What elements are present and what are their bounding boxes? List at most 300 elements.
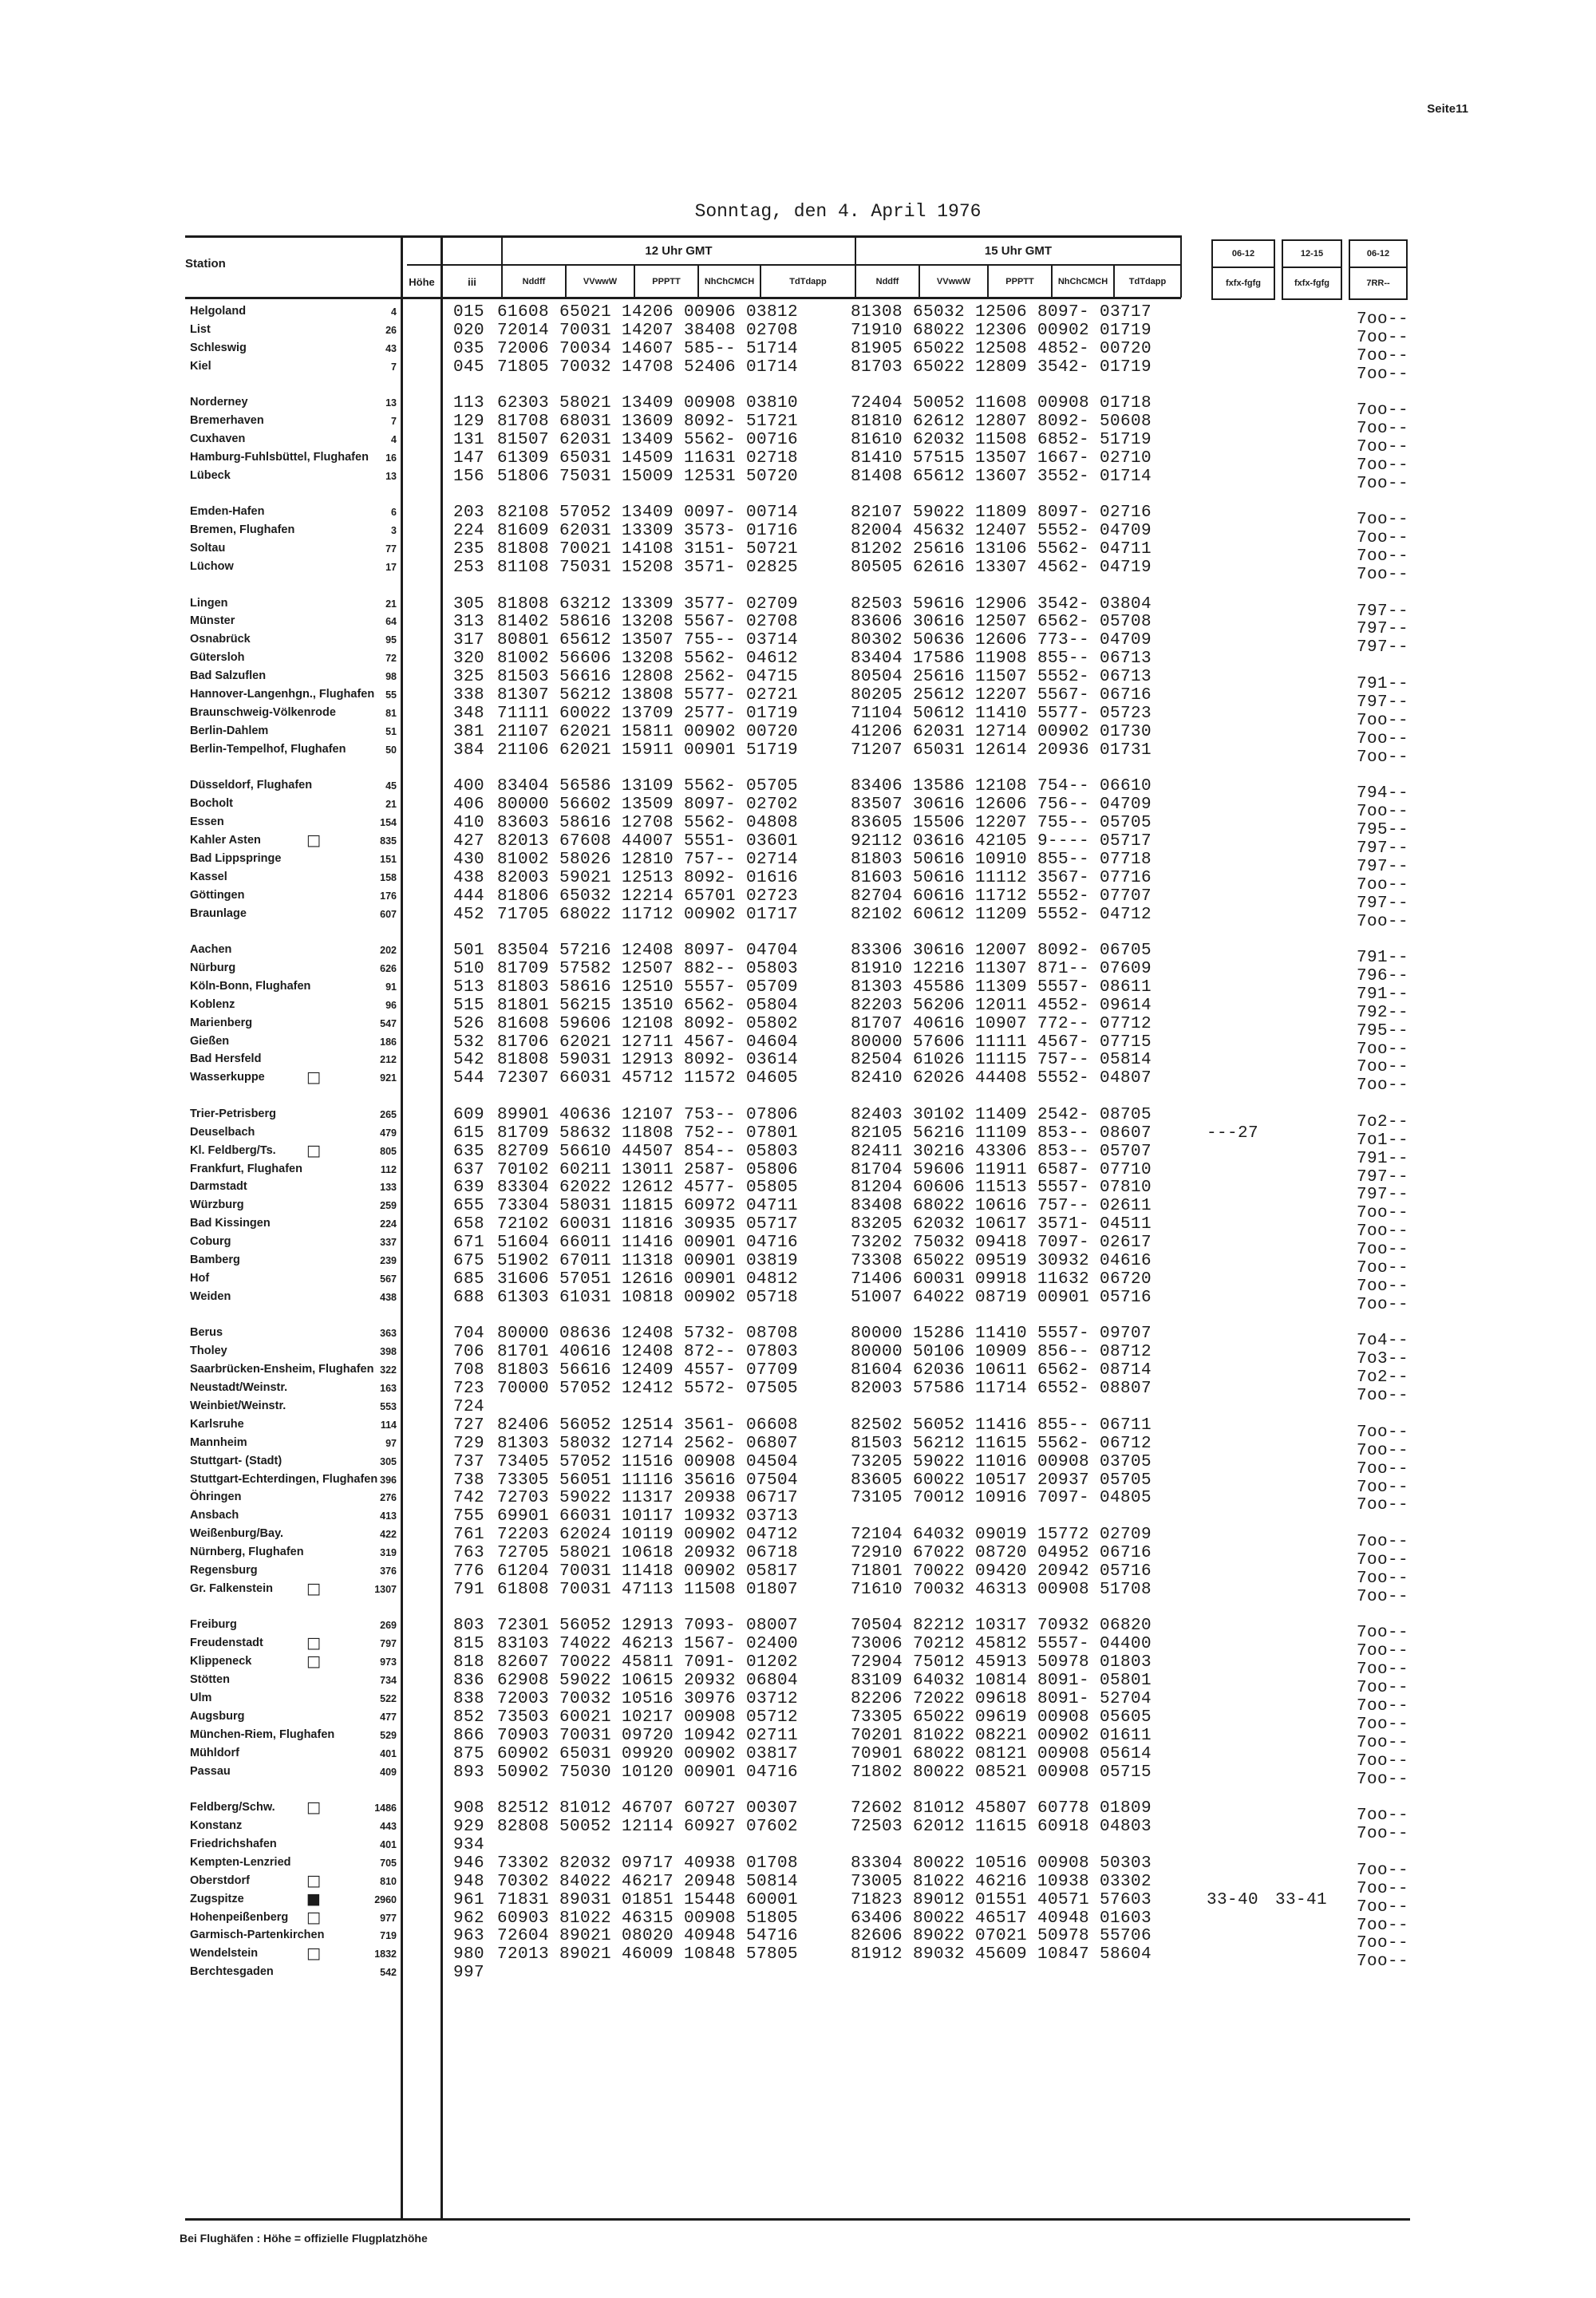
- station-name: Soltau: [190, 542, 226, 555]
- obs-12utc: 61303 61031 10818 00902 05718: [497, 1288, 799, 1307]
- obs-12utc: 81803 58616 12510 5557- 05709: [497, 977, 799, 997]
- precip-06-12: 7oo--: [1357, 1697, 1409, 1716]
- station-height: 398: [380, 1346, 397, 1358]
- station-iii: 313: [453, 613, 485, 632]
- precip-06-12: 7oo--: [1357, 566, 1409, 584]
- station-name: Kiel: [190, 359, 211, 373]
- precip-06-12: 7oo--: [1357, 1277, 1409, 1296]
- obs-12utc: 51604 66011 11416 00901 04716: [497, 1234, 799, 1253]
- precip-06-12: 7oo--: [1357, 1679, 1409, 1698]
- extra-col-1-top: 06-12: [1231, 249, 1255, 259]
- obs-15utc: 82411 30216 43306 853-- 05707: [851, 1142, 1152, 1161]
- station-name: Münster: [190, 614, 235, 628]
- station-iii: 325: [453, 668, 485, 687]
- station-name: Köln-Bonn, Flughafen: [190, 979, 311, 993]
- precip-06-12: 7oo--: [1357, 1387, 1409, 1405]
- obs-15utc: 81604 62036 10611 6562- 08714: [851, 1361, 1152, 1380]
- station-iii: 836: [453, 1672, 485, 1691]
- col12-nddff: Nddff: [522, 277, 546, 286]
- obs-15utc: 72904 75012 45913 50978 01803: [851, 1653, 1152, 1672]
- precip-06-12: 7oo--: [1357, 1715, 1409, 1734]
- station-height: 4: [391, 306, 397, 318]
- station-height: 921: [380, 1072, 397, 1084]
- station-iii: 348: [453, 704, 485, 723]
- station-iii: 655: [453, 1197, 485, 1216]
- station-height: 376: [380, 1566, 397, 1577]
- station-iii: 962: [453, 1909, 485, 1928]
- station-name: Wasserkuppe: [190, 1071, 265, 1084]
- station-iii: 761: [453, 1526, 485, 1545]
- station-height: 265: [380, 1108, 397, 1120]
- station-header: Station: [185, 256, 226, 270]
- obs-15utc: 83306 30616 12007 8092- 06705: [851, 942, 1152, 960]
- precip-06-12: 7oo--: [1357, 1459, 1409, 1479]
- obs-12utc: 82607 70022 45811 7091- 01202: [497, 1653, 799, 1672]
- station-height: 977: [380, 1912, 397, 1924]
- station-name: Öhringen: [190, 1491, 242, 1504]
- station-height: 259: [380, 1200, 397, 1212]
- obs-15utc: 80504 25616 11507 5552- 06713: [851, 668, 1152, 687]
- observation-symbol: □: [306, 1945, 321, 1963]
- station-name: Essen: [190, 815, 224, 828]
- precip-06-12: 7oo--: [1357, 1058, 1409, 1077]
- precip-06-12: 7oo--: [1357, 547, 1409, 567]
- precip-06-12: 797--: [1357, 693, 1409, 712]
- station-name: Ulm: [190, 1692, 212, 1704]
- station-height: 705: [380, 1857, 397, 1869]
- precip-06-12: 797--: [1357, 839, 1409, 858]
- station-height: 72: [385, 653, 397, 665]
- station-iii: 430: [453, 850, 485, 869]
- precip-06-12: 797--: [1357, 1167, 1409, 1187]
- obs-15utc: 81803 50616 10910 855-- 07718: [851, 850, 1152, 869]
- station-name: Weißenburg/Bay.: [190, 1527, 284, 1541]
- precip-06-12: 7oo--: [1357, 1770, 1409, 1789]
- station-name: Braunschweig-Völkenrode: [190, 705, 336, 719]
- gust-06-12: 33-40: [1207, 1890, 1259, 1909]
- station-height: 477: [380, 1711, 397, 1723]
- station-iii: 129: [453, 413, 485, 432]
- station-iii: 706: [453, 1343, 485, 1362]
- precip-06-12: 7oo--: [1357, 1861, 1409, 1880]
- obs-15utc: 82004 45632 12407 5552- 04709: [851, 522, 1152, 541]
- obs-15utc: 82203 56206 12011 4552- 09614: [851, 996, 1152, 1015]
- station-iii: 035: [453, 339, 485, 358]
- observation-symbol: □: [306, 1871, 321, 1889]
- station-height: 553: [380, 1400, 397, 1412]
- obs-12utc: 81701 40616 12408 872-- 07803: [497, 1343, 799, 1362]
- station-name: Stötten: [190, 1673, 230, 1687]
- station-iii: 838: [453, 1690, 485, 1708]
- obs-15utc: 81703 65022 12809 3542- 01719: [851, 357, 1152, 377]
- obs-12utc: 73305 56051 11116 35616 07504: [497, 1471, 799, 1490]
- station-height: 4: [391, 434, 397, 445]
- station-height: 1307: [374, 1583, 397, 1595]
- obs-15utc: 81308 65032 12506 8097- 03717: [851, 303, 1152, 322]
- station-height: 276: [380, 1492, 397, 1504]
- station-iii: 131: [453, 431, 485, 449]
- obs-15utc: 82504 61026 11115 757-- 05814: [851, 1051, 1152, 1070]
- obs-12utc: 81709 58632 11808 752-- 07801: [497, 1123, 799, 1143]
- station-name: Oberstdorf: [190, 1874, 250, 1887]
- obs-12utc: 71831 89031 01851 15448 60001: [497, 1890, 799, 1909]
- station-height: 973: [380, 1656, 397, 1668]
- precip-06-12: 7oo--: [1357, 1751, 1409, 1771]
- station-iii: 639: [453, 1179, 485, 1198]
- station-height: 322: [380, 1364, 397, 1376]
- obs-15utc: 82003 57586 11714 6552- 08807: [851, 1380, 1152, 1398]
- precip-06-12: 7oo--: [1357, 1222, 1409, 1242]
- obs-15utc: 81410 57515 13507 1667- 02710: [851, 448, 1152, 468]
- station-iii: 384: [453, 740, 485, 760]
- precip-06-12: 795--: [1357, 1021, 1409, 1040]
- obs-12utc: 81808 70021 14108 3151- 50721: [497, 540, 799, 559]
- obs-12utc: 72013 89021 46009 10848 57805: [497, 1945, 799, 1964]
- obs-12utc: 72014 70031 14207 38408 02708: [497, 321, 799, 340]
- station-height: 269: [380, 1620, 397, 1632]
- station-height: 158: [380, 871, 397, 883]
- precip-06-12: 791--: [1357, 1149, 1409, 1168]
- station-height: 797: [380, 1638, 397, 1650]
- station-height: 719: [380, 1930, 397, 1942]
- extra-col-2-sub: fxfx-fgfg: [1294, 278, 1329, 288]
- precip-06-12: 7oo--: [1357, 1423, 1409, 1442]
- station-iii: 305: [453, 594, 485, 614]
- precip-06-12: 7oo--: [1357, 1916, 1409, 1935]
- obs-15utc: 70504 82212 10317 70932 06820: [851, 1617, 1152, 1636]
- obs-15utc: 82410 62026 44408 5552- 04807: [851, 1069, 1152, 1088]
- obs-12utc: 81402 58616 13208 5567- 02708: [497, 613, 799, 632]
- obs-12utc: 71705 68022 11712 00902 01717: [497, 905, 799, 924]
- station-iii: 400: [453, 777, 485, 796]
- station-height: 3: [391, 525, 397, 537]
- obs-12utc: 70102 60211 13011 2587- 05806: [497, 1160, 799, 1179]
- precip-06-12: 7oo--: [1357, 875, 1409, 894]
- station-name: Stuttgart- (Stadt): [190, 1454, 282, 1467]
- obs-15utc: 81408 65612 13607 3552- 01714: [851, 467, 1152, 486]
- station-name: Gießen: [190, 1034, 230, 1048]
- station-name: Coburg: [190, 1235, 231, 1249]
- obs-15utc: 83406 13586 12108 754-- 06610: [851, 777, 1152, 796]
- station-height: 202: [380, 945, 397, 956]
- obs-15utc: 81910 12216 11307 871-- 07609: [851, 959, 1152, 978]
- station-height: 805: [380, 1145, 397, 1157]
- station-height: 626: [380, 962, 397, 974]
- station-name: Nürburg: [190, 961, 236, 974]
- station-name: Braunlage: [190, 906, 247, 920]
- station-height: 7: [391, 416, 397, 428]
- station-iii: 961: [453, 1890, 485, 1909]
- station-iii: 609: [453, 1105, 485, 1124]
- station-height: 6: [391, 507, 397, 519]
- obs-15utc: 72104 64032 09019 15772 02709: [851, 1526, 1152, 1545]
- obs-12utc: 81108 75031 15208 3571- 02825: [497, 559, 799, 577]
- obs-15utc: 71104 50612 11410 5577- 05723: [851, 704, 1152, 723]
- station-iii: 452: [453, 905, 485, 924]
- precip-06-12: 794--: [1357, 784, 1409, 804]
- extra-col-2-top: 12-15: [1300, 249, 1324, 259]
- obs-12utc: 80000 56602 13509 8097- 02702: [497, 796, 799, 815]
- station-iii: 532: [453, 1033, 485, 1052]
- precip-06-12: 7oo--: [1357, 748, 1409, 767]
- precip-06-12: 7oo--: [1357, 912, 1409, 931]
- station-iii: 737: [453, 1452, 485, 1471]
- obs-12utc: 81706 62021 12711 4567- 04604: [497, 1033, 799, 1052]
- station-iii: 946: [453, 1854, 485, 1873]
- station-name: Mühldorf: [190, 1746, 240, 1759]
- station-height: 51: [385, 725, 397, 737]
- obs-15utc: 81303 45586 11309 5557- 08611: [851, 977, 1152, 997]
- gust-06-12: ---27: [1207, 1123, 1259, 1143]
- station-iii: 510: [453, 959, 485, 978]
- station-height: 91: [385, 981, 397, 993]
- obs-15utc: 73005 81022 46216 10938 03302: [851, 1872, 1152, 1891]
- station-iii: 015: [453, 303, 485, 322]
- precip-06-12: 7oo--: [1357, 1879, 1409, 1898]
- station-iii: 410: [453, 814, 485, 832]
- station-iii: 542: [453, 1051, 485, 1070]
- precip-06-12: 7oo--: [1357, 1642, 1409, 1661]
- station-name: Kl. Feldberg/Ts.: [190, 1143, 276, 1157]
- observation-symbol: □: [306, 831, 321, 849]
- obs-12utc: 51902 67011 11318 00901 03819: [497, 1252, 799, 1270]
- precip-06-12: 797--: [1357, 1186, 1409, 1205]
- station-name: Aachen: [190, 943, 232, 956]
- obs-12utc: 73302 82032 09717 40938 01708: [497, 1854, 799, 1873]
- station-height: 413: [380, 1510, 397, 1522]
- obs-12utc: 61808 70031 47113 11508 01807: [497, 1580, 799, 1599]
- obs-12utc: 70000 57052 12412 5572- 07505: [497, 1380, 799, 1398]
- station-height: 112: [380, 1163, 397, 1175]
- station-height: 77: [385, 543, 397, 555]
- station-iii: 948: [453, 1872, 485, 1891]
- group12-header: 12 Uhr GMT: [645, 244, 713, 258]
- station-name: Berlin-Tempelhof, Flughafen: [190, 742, 346, 756]
- observation-symbol: ■: [306, 1889, 321, 1908]
- precip-06-12: 7o4--: [1357, 1332, 1409, 1351]
- station-name: Düsseldorf, Flughafen: [190, 779, 313, 792]
- obs-15utc: 71802 80022 08521 00908 05715: [851, 1763, 1152, 1782]
- station-height: 114: [380, 1419, 397, 1431]
- station-height: 239: [380, 1255, 397, 1266]
- obs-15utc: 70901 68022 08121 00908 05614: [851, 1744, 1152, 1763]
- obs-12utc: 72604 89021 08020 40948 54716: [497, 1927, 799, 1946]
- station-iii: 929: [453, 1818, 485, 1836]
- precip-06-12: 7oo--: [1357, 529, 1409, 548]
- station-height: 810: [380, 1875, 397, 1887]
- station-iii: 685: [453, 1269, 485, 1289]
- obs-15utc: 81202 25616 13106 5562- 04711: [851, 540, 1152, 559]
- station-name: Emden-Hafen: [190, 505, 265, 519]
- precip-06-12: 7oo--: [1357, 1660, 1409, 1680]
- obs-15utc: 70201 81022 08221 00902 01611: [851, 1726, 1152, 1745]
- observation-symbol: □: [306, 1141, 321, 1159]
- station-iii: 427: [453, 831, 485, 851]
- precip-06-12: 7oo--: [1357, 310, 1409, 329]
- station-height: 2960: [374, 1893, 397, 1905]
- station-iii: 381: [453, 722, 485, 741]
- station-name: Berlin-Dahlem: [190, 724, 269, 737]
- station-iii: 020: [453, 321, 485, 340]
- station-name: Helgoland: [190, 305, 247, 318]
- station-iii: 875: [453, 1744, 485, 1763]
- obs-15utc: 41206 62031 12714 00902 01730: [851, 722, 1152, 741]
- station-name: Würzburg: [190, 1198, 244, 1212]
- station-iii: 818: [453, 1653, 485, 1672]
- precip-06-12: 7oo--: [1357, 1533, 1409, 1552]
- station-name: Hannover-Langenhgn., Flughafen: [190, 688, 375, 701]
- obs-12utc: 82003 59021 12513 8092- 01616: [497, 868, 799, 887]
- station-height: 835: [380, 835, 397, 847]
- station-iii: 203: [453, 503, 485, 523]
- precip-06-12: 797--: [1357, 857, 1409, 876]
- obs-15utc: 81905 65022 12508 4852- 00720: [851, 339, 1152, 358]
- obs-12utc: 82512 81012 46707 60727 00307: [497, 1799, 799, 1818]
- station-name: Karlsruhe: [190, 1417, 244, 1431]
- precip-06-12: 7oo--: [1357, 438, 1409, 456]
- station-height: 396: [380, 1474, 397, 1486]
- group15-header: 15 Uhr GMT: [984, 244, 1053, 258]
- station-iii: 444: [453, 886, 485, 906]
- observation-symbol: □: [306, 1799, 321, 1817]
- obs-12utc: 81002 56606 13208 5562- 04612: [497, 650, 799, 669]
- precip-06-12: 791--: [1357, 949, 1409, 967]
- station-name: Hof: [190, 1271, 210, 1285]
- extra-col-1-sub: fxfx-fgfg: [1226, 278, 1261, 288]
- precip-06-12: 7oo--: [1357, 1496, 1409, 1515]
- obs-12utc: 81609 62031 13309 3573- 01716: [497, 522, 799, 541]
- station-name: Kahler Asten: [190, 833, 261, 847]
- station-iii: 727: [453, 1416, 485, 1435]
- station-iii: 934: [453, 1835, 485, 1854]
- station-height: 21: [385, 799, 397, 811]
- obs-12utc: 61309 65031 14509 11631 02718: [497, 448, 799, 468]
- station-height: 522: [380, 1693, 397, 1704]
- obs-15utc: 83507 30616 12606 756-- 04709: [851, 796, 1152, 815]
- precip-06-12: 7o1--: [1357, 1131, 1409, 1150]
- station-iii: 729: [453, 1434, 485, 1453]
- station-height: 734: [380, 1675, 397, 1687]
- page-title: Sonntag, den 4. April 1976: [694, 201, 982, 222]
- obs-12utc: 81803 56616 12409 4557- 07709: [497, 1361, 799, 1380]
- obs-15utc: 71910 68022 12306 00902 01719: [851, 321, 1152, 340]
- obs-12utc: 61608 65021 14206 00906 03812: [497, 303, 799, 322]
- station-height: 319: [380, 1547, 397, 1559]
- precip-06-12: 7oo--: [1357, 1204, 1409, 1223]
- obs-12utc: 83603 58616 12708 5562- 04808: [497, 814, 799, 832]
- station-name: Saarbrücken-Ensheim, Flughafen: [190, 1363, 374, 1376]
- station-height: 7: [391, 361, 397, 373]
- precip-06-12: 7oo--: [1357, 365, 1409, 384]
- obs-15utc: 83408 68022 10616 757-- 02611: [851, 1197, 1152, 1216]
- obs-12utc: 81808 59031 12913 8092- 03614: [497, 1051, 799, 1070]
- station-name: Bad Hersfeld: [190, 1052, 262, 1066]
- precip-06-12: 7o2--: [1357, 1112, 1409, 1131]
- station-name: Augsburg: [190, 1709, 245, 1723]
- obs-12utc: 72703 59022 11317 20938 06717: [497, 1489, 799, 1508]
- obs-15utc: 83605 15506 12207 755-- 05705: [851, 814, 1152, 832]
- hoehe-header: Höhe: [409, 275, 435, 288]
- station-name: Bremerhaven: [190, 414, 264, 428]
- obs-15utc: 82503 59616 12906 3542- 03804: [851, 594, 1152, 614]
- station-height: 13: [385, 470, 397, 482]
- station-height: 479: [380, 1127, 397, 1139]
- obs-12utc: 71805 70032 14708 52406 01714: [497, 357, 799, 377]
- station-iii: 671: [453, 1234, 485, 1253]
- precip-06-12: 797--: [1357, 602, 1409, 621]
- extra-col-3-sub: 7RR--: [1366, 278, 1390, 288]
- precip-06-12: 7oo--: [1357, 456, 1409, 475]
- obs-12utc: 81806 65032 12214 65701 02723: [497, 886, 799, 906]
- station-name: Lüchow: [190, 560, 234, 573]
- station-iii: 406: [453, 796, 485, 815]
- station-name: Marienberg: [190, 1016, 253, 1029]
- station-height: 529: [380, 1729, 397, 1741]
- station-name: Freudenstadt: [190, 1637, 263, 1650]
- precip-06-12: 791--: [1357, 675, 1409, 694]
- station-iii: 317: [453, 631, 485, 650]
- station-name: Kempten-Lenzried: [190, 1855, 291, 1869]
- station-height: 176: [380, 890, 397, 902]
- obs-12utc: 81002 58026 12810 757-- 02714: [497, 850, 799, 869]
- obs-12utc: 70302 84022 46217 20948 50814: [497, 1872, 799, 1891]
- obs-12utc: 82709 56610 44507 854-- 05803: [497, 1142, 799, 1161]
- station-name: Neustadt/Weinstr.: [190, 1381, 288, 1394]
- station-name: Berchtesgaden: [190, 1965, 274, 1979]
- obs-15utc: 80505 62616 13307 4562- 04719: [851, 559, 1152, 577]
- precip-06-12: 7oo--: [1357, 1806, 1409, 1826]
- station-height: 438: [380, 1291, 397, 1303]
- obs-15utc: 81810 62612 12807 8092- 50608: [851, 413, 1152, 432]
- station-name: Bad Salzuflen: [190, 669, 267, 683]
- obs-12utc: 62908 59022 10615 20932 06804: [497, 1672, 799, 1691]
- precip-06-12: 7oo--: [1357, 1076, 1409, 1096]
- precip-06-12: 7oo--: [1357, 1897, 1409, 1917]
- station-name: Weinbiet/Weinstr.: [190, 1399, 286, 1412]
- obs-15utc: 80205 25612 12207 5567- 06716: [851, 686, 1152, 705]
- station-height: 224: [380, 1218, 397, 1230]
- station-name: Darmstadt: [190, 1180, 247, 1194]
- station-name: Hohenpeißenberg: [190, 1910, 289, 1924]
- obs-12utc: 50902 75030 10120 00901 04716: [497, 1763, 799, 1782]
- obs-15utc: 80302 50636 12606 773-- 04709: [851, 631, 1152, 650]
- station-name: Bamberg: [190, 1254, 240, 1266]
- station-iii: 675: [453, 1252, 485, 1270]
- station-name: Garmisch-Partenkirchen: [190, 1929, 325, 1942]
- obs-12utc: 82013 67608 44007 5551- 03601: [497, 831, 799, 851]
- station-name: Bremen, Flughafen: [190, 523, 295, 537]
- obs-12utc: 31606 57051 12616 00901 04812: [497, 1269, 799, 1289]
- obs-15utc: 71406 60031 09918 11632 06720: [851, 1269, 1152, 1289]
- obs-15utc: 83606 30616 12507 6562- 05708: [851, 613, 1152, 632]
- obs-15utc: 82206 72022 09618 8091- 52704: [851, 1690, 1152, 1708]
- station-iii: 704: [453, 1325, 485, 1344]
- precip-06-12: 7oo--: [1357, 1441, 1409, 1460]
- station-name: Hamburg-Fuhlsbüttel, Flughafen: [190, 450, 369, 464]
- station-iii: 742: [453, 1489, 485, 1508]
- obs-15utc: 73205 59022 11016 00908 03705: [851, 1452, 1152, 1471]
- station-iii: 156: [453, 467, 485, 486]
- station-name: Berus: [190, 1326, 223, 1340]
- station-name: Regensburg: [190, 1564, 258, 1577]
- precip-06-12: 7oo--: [1357, 1570, 1409, 1588]
- station-name: Bad Lippspringe: [190, 851, 282, 865]
- station-iii: 803: [453, 1617, 485, 1636]
- station-height: 1486: [374, 1802, 397, 1814]
- obs-12utc: 72307 66031 45712 11572 04605: [497, 1069, 799, 1088]
- obs-12utc: 83103 74022 46213 1567- 02400: [497, 1635, 799, 1654]
- col12-vvwww: VVwwW: [583, 277, 618, 286]
